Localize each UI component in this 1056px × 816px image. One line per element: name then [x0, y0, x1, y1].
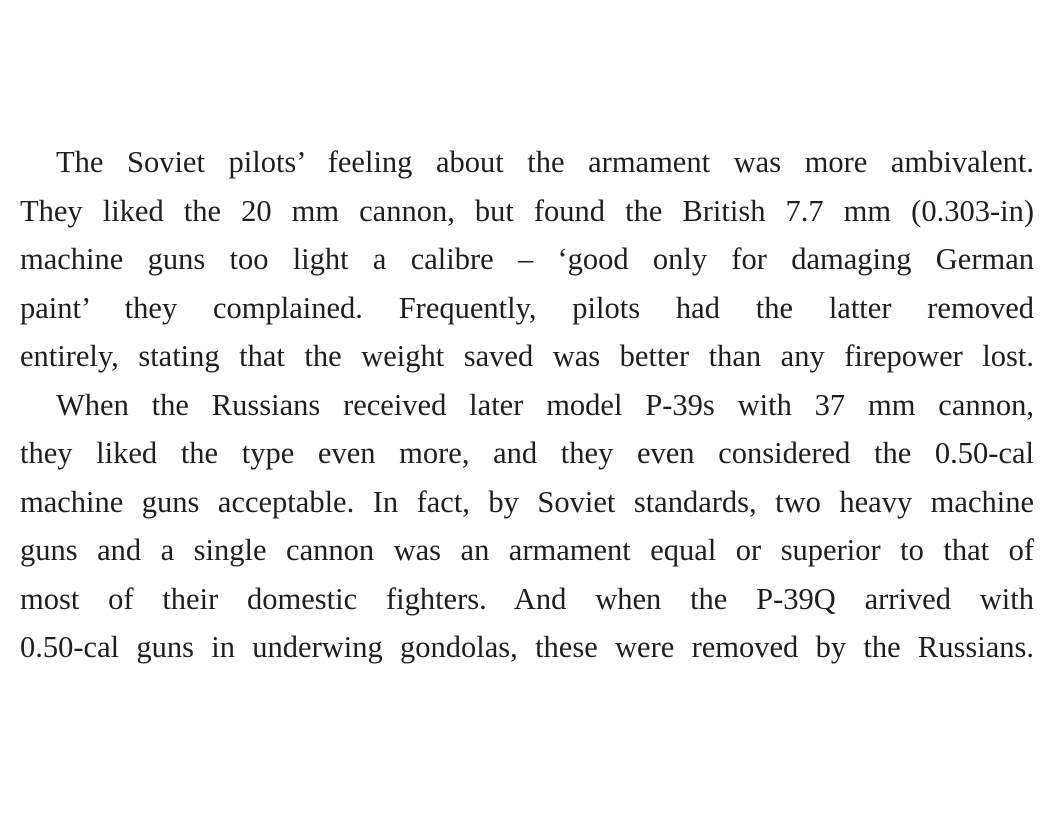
text-line: 0.50-cal guns in underwing gondolas, these were removed by the Russians.	[20, 630, 1034, 664]
text-line: machine guns too light a calibre – ‘good only for damaging German	[20, 242, 1034, 276]
text-line: most of their domestic fighters. And when the P-39Q arrived with	[20, 581, 1034, 616]
text-line: They liked the 20 mm cannon, but found the British 7.7 mm (0.303-in)	[20, 193, 1034, 228]
text-line: they liked the type even more, and they even considered the 0.50-cal	[20, 436, 1034, 470]
body-text	[20, 138, 1034, 672]
text-line: machine guns acceptable. In fact, by Soviet standards, two heavy machine	[20, 484, 1034, 519]
paragraph-1	[20, 138, 1034, 381]
text-line: When the Russians received later model P-39s with 37 mm cannon,	[56, 387, 1034, 422]
text-line: paint’ they complained. Frequently, pilots had the latter removed	[20, 290, 1034, 325]
text-line: The Soviet pilots’ feeling about the armament was more ambivalent.	[56, 145, 1034, 179]
text-line: guns and a single cannon was an armament equal or superior to that of	[20, 533, 1034, 567]
text-line: entirely, stating that the weight saved was better than any firepower lost.	[20, 339, 1034, 373]
paragraph-2	[20, 381, 1034, 672]
